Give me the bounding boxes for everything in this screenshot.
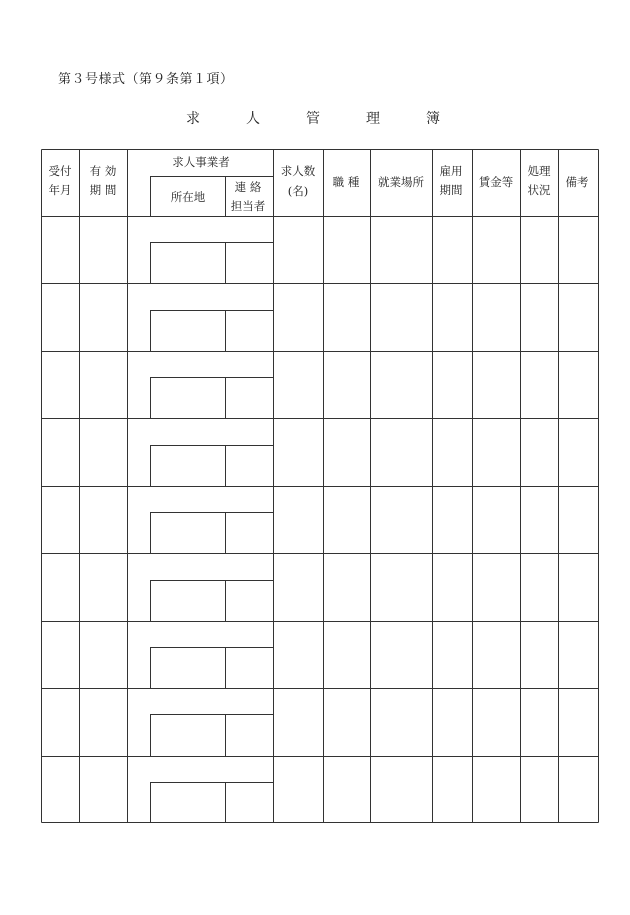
table-row	[41, 580, 599, 622]
job-offer-register-table	[41, 149, 599, 823]
table-row	[41, 310, 599, 352]
header-openings-line2: (名)	[287, 184, 309, 198]
header-employment-period-line2: 期間	[439, 183, 463, 197]
header-employer-contact-line1: 連 絡	[234, 180, 262, 194]
header-processing-status-line2: 状況	[527, 183, 551, 197]
header-employment-period-line1: 雇用	[439, 164, 463, 178]
header-job-type: 職 種	[332, 175, 360, 189]
header-remarks: 備考	[565, 175, 589, 189]
table-row	[41, 512, 599, 554]
table-row	[41, 242, 599, 284]
header-wages: 賃金等	[478, 175, 514, 189]
register-grid	[41, 149, 599, 823]
table-row	[41, 714, 599, 757]
table-row	[41, 647, 599, 689]
header-employer-location: 所在地	[170, 190, 206, 204]
table-row	[41, 377, 599, 419]
header-employer-contact-line2: 担当者	[230, 199, 266, 213]
header-reception-date-line1: 受付	[48, 164, 72, 178]
table-row	[150, 782, 273, 823]
header-labels	[49, 155, 589, 213]
header-employer: 求人事業者	[172, 155, 230, 169]
header-validity-line2: 期 間	[89, 183, 117, 197]
header-openings-line1: 求人数	[280, 164, 316, 178]
form-number: 第３号様式（第９条第１項）	[58, 72, 234, 87]
header-reception-date-line2: 年月	[48, 183, 72, 197]
table-rows	[41, 242, 599, 823]
page-title: 求 人 管 理 簿	[186, 111, 456, 127]
header-validity-line1: 有 効	[89, 164, 117, 178]
table-row	[41, 445, 599, 487]
header-work-location: 就業場所	[378, 175, 424, 189]
header-processing-status-line1: 処理	[527, 164, 551, 178]
